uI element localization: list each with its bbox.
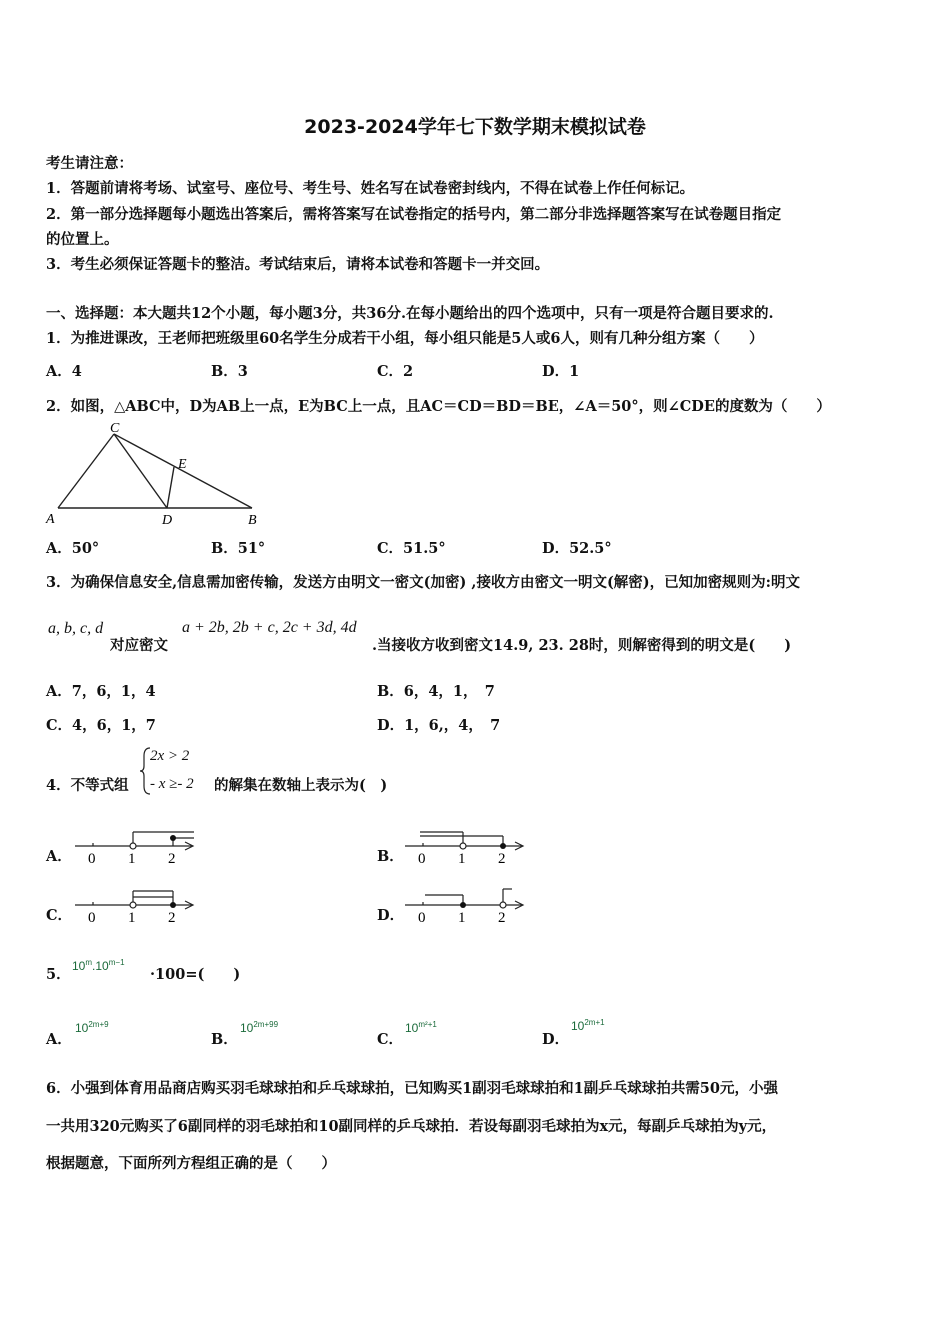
- notice-item-3: 3．考生必须保证答题卡的整洁。考试结束后，请将本试卷和答题卡一并交回。: [46, 256, 550, 273]
- label-d: D: [162, 513, 173, 528]
- q3-option-a[interactable]: A．7，6，1，4: [46, 683, 156, 700]
- question-6-line-3: 根据题意，下面所列方程组正确的是（ ）: [46, 1155, 336, 1172]
- q5-option-c[interactable]: C．: [377, 1031, 404, 1048]
- tick-1: 1: [128, 851, 136, 867]
- question-2-stem: 2．如图，△ABC中，D为AB上一点，E为BC上一点，且AC＝CD＝BD＝BE，∠A＝50°，则∠CDE的度数为（ ）: [46, 398, 831, 415]
- question-3-stem: 3．为确保信息安全,信息需加密传输，发送方由明文一密文(加密) ,接收方由密文一明文(解密)，已知加密规则为:明文: [46, 574, 801, 591]
- question-5-prefix: 5．: [46, 966, 71, 983]
- q2-option-c[interactable]: C．51.5°: [377, 540, 446, 557]
- q3-option-d[interactable]: D．1，6,，4， 7: [377, 717, 501, 734]
- q1-option-d[interactable]: D．1: [542, 363, 580, 380]
- q3-option-b[interactable]: B．6，4，1， 7: [377, 683, 495, 700]
- q5-exp-2: m−1: [108, 958, 125, 967]
- question-6-line-2: 一共用320元购买了6副同样的羽毛球拍和10副同样的乒乓球拍．若设每副羽毛球拍为x元，每副乒乓球拍为y元，: [46, 1118, 777, 1135]
- q2-option-d[interactable]: D．52.5°: [542, 540, 612, 557]
- question-5-suffix: ·100=( ): [150, 966, 241, 983]
- inequality-2: - x ≥- 2: [150, 776, 194, 792]
- q3-ciphertext: a + 2b, 2b + c, 2c + 3d, 4d: [182, 619, 357, 636]
- q5-option-d-expr: $10^{2m+1}$: [571, 1018, 605, 1033]
- number-line-c: [70, 881, 205, 929]
- q4-option-b[interactable]: B．: [377, 848, 404, 865]
- label-a: A: [46, 512, 55, 527]
- page-title: 2023-2024学年七下数学期末模拟试卷: [304, 116, 646, 138]
- tick-2: 2: [168, 851, 176, 867]
- q5-dot: .: [92, 959, 96, 973]
- q1-option-c[interactable]: C．2: [377, 363, 414, 380]
- q5-option-b[interactable]: B．: [211, 1031, 238, 1048]
- tick-1: 1: [458, 851, 466, 867]
- q5-option-a[interactable]: A．: [46, 1031, 72, 1048]
- q5-option-a-expr: $10^{2m+9}$: [75, 1020, 109, 1035]
- label-e: E: [178, 457, 187, 472]
- label-b: B: [248, 513, 257, 528]
- tick-0: 0: [88, 910, 96, 926]
- section-heading: 一、选择题：本大题共12个小题，每小题3分，共36分.在每小题给出的四个选项中，只有一项是符合题目要求的.: [46, 305, 774, 322]
- q3-plaintext: a, b, c, d: [48, 620, 104, 637]
- q3-stem-end: .当接收方收到密文14.9, 23. 28时，则解密得到的明文是( ): [372, 637, 792, 654]
- number-line-b: [400, 822, 535, 870]
- q2-option-a[interactable]: A．50°: [46, 540, 100, 557]
- q5-option-c-expr: $10^{m^2+1}$: [405, 1020, 437, 1035]
- notice-item-2-cont: 的位置上。: [46, 231, 119, 248]
- tick-0: 0: [418, 910, 426, 926]
- tick-0: 0: [418, 851, 426, 867]
- tick-2: 2: [498, 910, 506, 926]
- q4-option-c[interactable]: C．: [46, 907, 73, 924]
- notice-heading: 考生请注意：: [46, 155, 133, 172]
- question-1-stem: 1．为推进课改，王老师把班级里60名学生分成若干小组，每小组只能是5人或6人，则有几种分组方案（ ）: [46, 330, 764, 347]
- q5-option-d[interactable]: D．: [542, 1031, 570, 1048]
- q1-option-b[interactable]: B．3: [211, 363, 248, 380]
- triangle-figure: [40, 420, 270, 530]
- tick-1: 1: [128, 910, 136, 926]
- question-4-prefix: 4．不等式组: [46, 777, 129, 794]
- q5-base-2: 10: [95, 959, 109, 973]
- q5-base-1: 10: [72, 959, 86, 973]
- question-4-suffix: 的解集在数轴上表示为( ): [214, 777, 388, 794]
- q3-option-c[interactable]: C．4，6，1，7: [46, 717, 156, 734]
- inequality-1: 2x > 2: [150, 748, 190, 764]
- q4-option-a[interactable]: A．: [46, 848, 72, 865]
- q3-mid-text: 对应密文: [110, 637, 168, 654]
- number-line-d: [400, 881, 535, 929]
- q5-option-b-expr: $10^{2m+99}$: [240, 1020, 279, 1035]
- number-line-a: [70, 822, 205, 870]
- q2-option-b[interactable]: B．51°: [211, 540, 266, 557]
- tick-2: 2: [498, 851, 506, 867]
- label-c: C: [110, 421, 120, 436]
- tick-0: 0: [88, 851, 96, 867]
- q5-expression: [72, 958, 125, 973]
- q5-exp-1: m: [85, 958, 93, 967]
- notice-item-1: 1．答题前请将考场、试室号、座位号、考生号、姓名写在试卷密封线内，不得在试卷上作任何标记。: [46, 180, 695, 197]
- q4-option-d[interactable]: D．: [377, 907, 405, 924]
- q1-option-a[interactable]: A．4: [46, 363, 82, 380]
- notice-item-2: 2．第一部分选择题每小题选出答案后，需将答案写在试卷指定的括号内，第二部分非选择题答案写在试卷题目指定: [46, 206, 782, 223]
- question-6-line-1: 6．小强到体育用品商店购买羽毛球球拍和乒乓球球拍，已知购买1副羽毛球球拍和1副乒乓球球拍共需50元，小强: [46, 1080, 778, 1097]
- tick-2: 2: [168, 910, 176, 926]
- tick-1: 1: [458, 910, 466, 926]
